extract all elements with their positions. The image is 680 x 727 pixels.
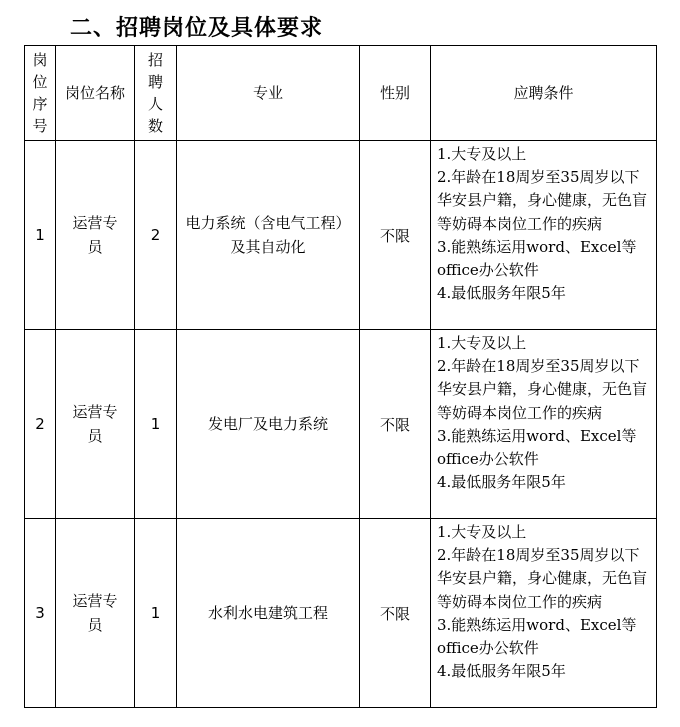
condition-item: 1.大专及以上 [437,523,527,541]
cell-count: 2 [135,141,177,330]
cell-name: 运营专员 [56,519,135,708]
header-gender: 性别 [360,46,431,141]
condition-item: 2.年龄在18周岁至35周岁以下华安县户籍，身心健康，无色盲等妨碍本岗位工作的疾病 [437,546,648,611]
condition-item: 2.年龄在18周岁至35周岁以下华安县户籍，身心健康，无色盲等妨碍本岗位工作的疾病 [437,357,648,422]
section-heading: 二、招聘岗位及具体要求 [70,15,324,41]
condition-item: 3.能熟练运用word、Excel等office办公软件 [437,615,637,658]
condition-item: 4.最低服务年限5年 [437,284,566,303]
cell-seq: 3 [25,519,56,708]
cell-seq: 2 [25,330,56,519]
cell-gender: 不限 [360,330,431,519]
header-seq: 岗位序号 [25,46,56,141]
cell-name: 运营专员 [56,330,135,519]
cell-seq: 1 [25,141,56,330]
table-row [25,141,657,330]
cell-conditions [431,141,657,330]
cell-conditions [431,330,657,519]
table-header-row [25,46,657,141]
condition-item: 4.最低服务年限5年 [437,662,566,681]
condition-item: 2.年龄在18周岁至35周岁以下华安县户籍，身心健康，无色盲等妨碍本岗位工作的疾病 [437,168,648,233]
cell-major: 电力系统（含电气工程）及其自动化 [177,141,360,330]
condition-item: 3.能熟练运用word、Excel等office办公软件 [437,426,637,469]
cell-conditions [431,519,657,708]
cell-gender: 不限 [360,141,431,330]
condition-item: 4.最低服务年限5年 [437,473,566,492]
condition-item: 3.能熟练运用word、Excel等office办公软件 [437,237,637,280]
cell-count: 1 [135,519,177,708]
header-count: 招聘人数 [135,46,177,141]
header-major: 专业 [177,46,360,141]
header-name: 岗位名称 [56,46,135,141]
header-conditions: 应聘条件 [431,46,657,141]
cell-gender: 不限 [360,519,431,708]
cell-count: 1 [135,330,177,519]
cell-major: 水利水电建筑工程 [177,519,360,708]
cell-name: 运营专员 [56,141,135,330]
table-row [25,330,657,519]
condition-item: 1.大专及以上 [437,334,527,352]
requirements-table [24,45,657,708]
condition-item: 1.大专及以上 [437,145,527,163]
table-row [25,519,657,708]
cell-major: 发电厂及电力系统 [177,330,360,519]
